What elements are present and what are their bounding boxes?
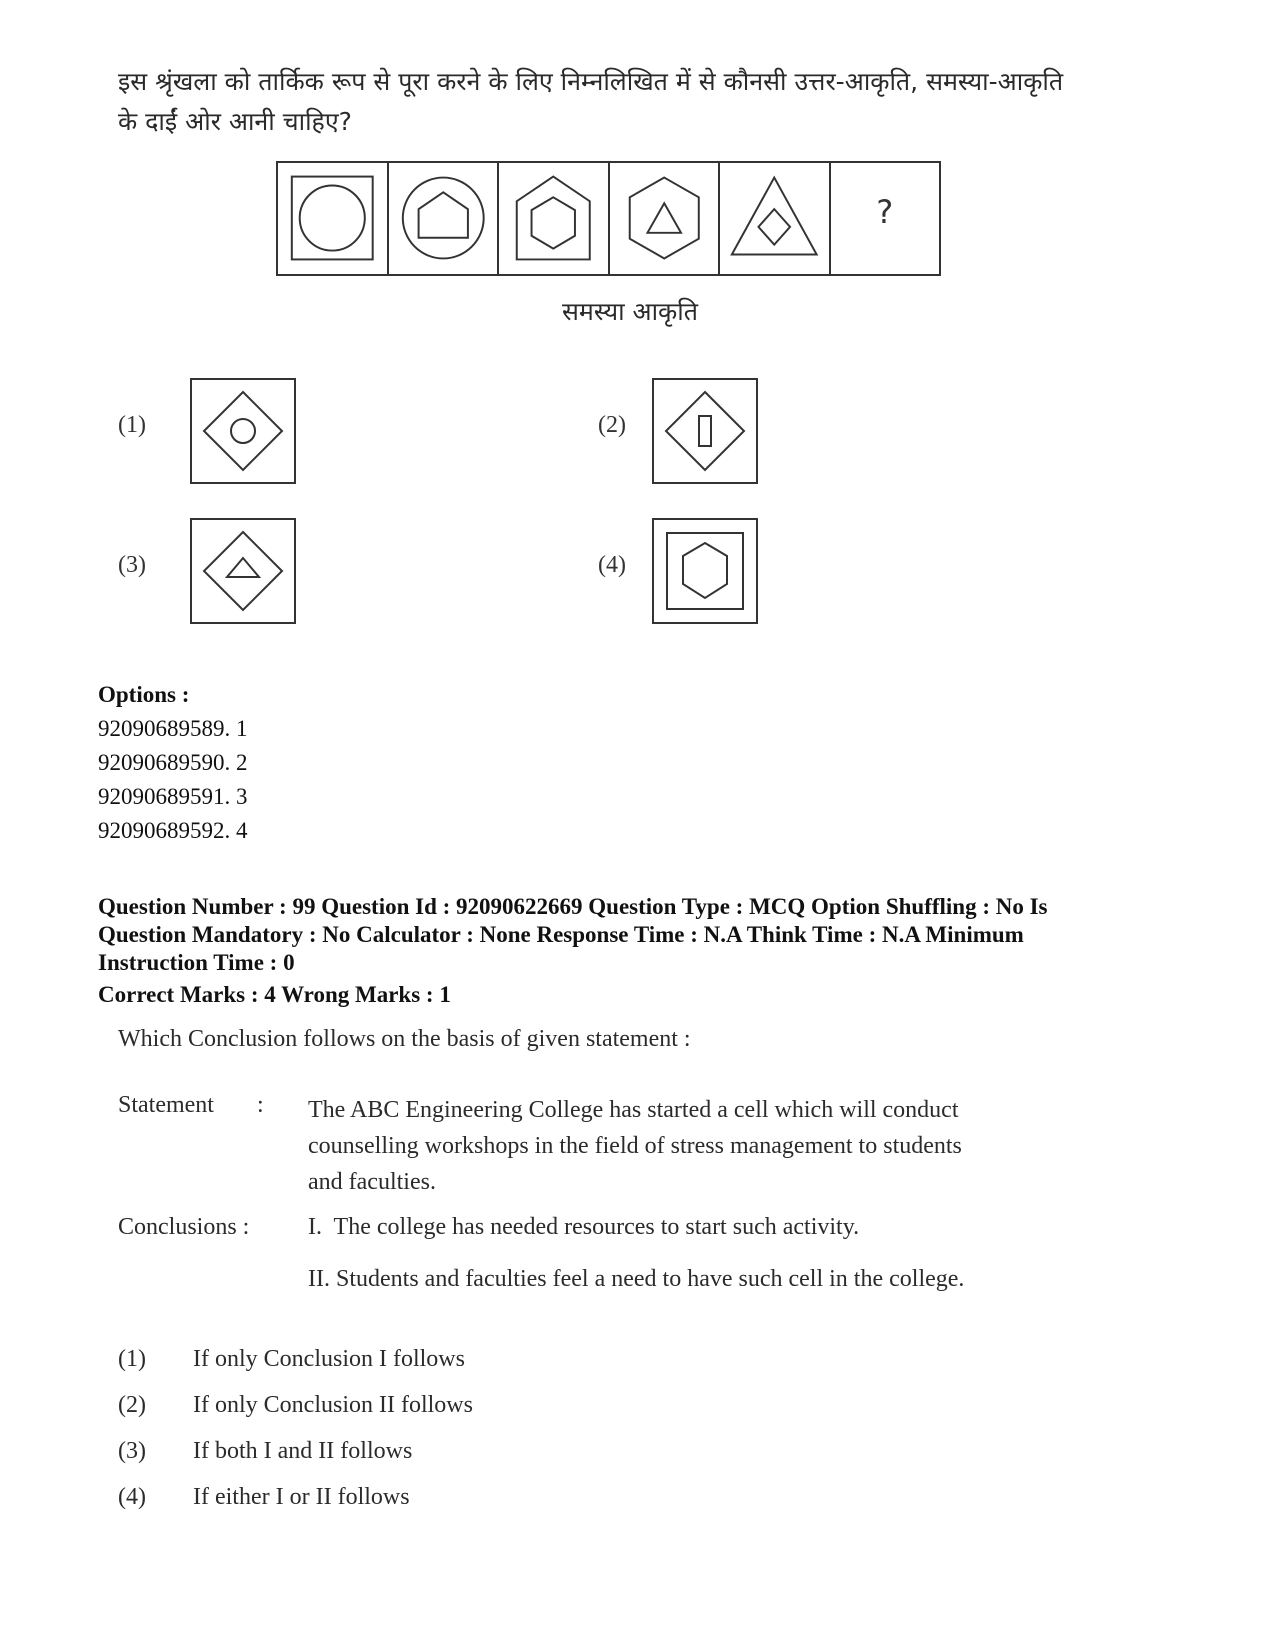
answer-figure-3	[190, 518, 296, 624]
answer-figure-4-label: (4)	[598, 552, 626, 578]
answer-choices	[118, 1346, 473, 1530]
question-text-hindi	[118, 62, 1138, 142]
choice-number: (2)	[118, 1392, 146, 1418]
choice-text: If either I or II follows	[193, 1484, 410, 1510]
choice-number: (1)	[118, 1346, 146, 1372]
question-line-2: के दाईं ओर आनी चाहिए?	[118, 107, 352, 136]
problem-figure-5	[720, 163, 831, 274]
statement-line: counselling workshops in the field of stress management to students	[308, 1133, 962, 1159]
statement-colon: :	[257, 1092, 264, 1118]
answer-figure-1	[190, 378, 296, 484]
conclusion-2: II. Students and faculties feel a need to have such cell in the college.	[308, 1266, 965, 1292]
statement-line: and faculties.	[308, 1169, 436, 1195]
answer-figure-1-label: (1)	[118, 412, 146, 438]
square-hexagon-figure	[654, 520, 756, 622]
answer-choice	[118, 1484, 473, 1530]
choice-text: If both I and II follows	[193, 1438, 413, 1464]
pentagon-hexagon-figure	[499, 163, 608, 274]
choice-number: (4)	[118, 1484, 146, 1510]
metadata-line-2: Question Mandatory : No Calculator : None Response Time : N.A Think Time : N.A Minimum	[98, 922, 1024, 947]
diamond-triangle-figure	[192, 520, 294, 622]
problem-figure-unknown	[831, 163, 940, 274]
metadata-line-1: Question Number : 99 Question Id : 92090622669 Question Type : MCQ Option Shuffling : No Is	[98, 894, 1048, 919]
diamond-rectangle-figure	[654, 380, 756, 482]
square-circle-figure	[278, 163, 387, 274]
answer-figure-2	[652, 378, 758, 484]
question-metadata	[98, 893, 1178, 977]
statement-line: The ABC Engineering College has started a cell which will conduct	[308, 1097, 959, 1123]
conclusions-label: Conclusions :	[118, 1214, 250, 1240]
option-item: 92090689589. 1	[98, 716, 248, 741]
option-item: 92090689590. 2	[98, 750, 248, 775]
triangle-diamond-figure	[720, 163, 829, 274]
answer-figure-3-label: (3)	[118, 552, 146, 578]
choice-text: If only Conclusion II follows	[193, 1392, 473, 1418]
circle-pentagon-figure	[389, 163, 498, 274]
problem-figure-4	[610, 163, 721, 274]
metadata-line-3: Instruction Time : 0	[98, 950, 295, 975]
answer-figure-2-label: (2)	[598, 412, 626, 438]
problem-figure-strip	[276, 161, 941, 276]
question-mark: ?	[876, 193, 894, 231]
statement-label: Statement	[118, 1092, 214, 1118]
answer-figure-4	[652, 518, 758, 624]
options-heading: Options :	[98, 682, 190, 707]
choice-text: If only Conclusion I follows	[193, 1346, 465, 1372]
problem-figure-3	[499, 163, 610, 274]
diamond-circle-figure	[192, 380, 294, 482]
answer-choice	[118, 1392, 473, 1438]
problem-figure-caption: समस्या आकृति	[562, 297, 698, 326]
statement-text	[308, 1092, 962, 1200]
problem-figure-1	[278, 163, 389, 274]
option-item: 92090689591. 3	[98, 784, 248, 809]
options-list	[98, 678, 248, 848]
question-prompt: Which Conclusion follows on the basis of given statement :	[118, 1026, 691, 1052]
answer-choice	[118, 1346, 473, 1392]
hexagon-triangle-figure	[610, 163, 719, 274]
question-line-1: इस श्रृंखला को तार्किक रूप से पूरा करने के लिए निम्नलिखित में से कौनसी उत्तर-आकृति, समस्या-आकृति	[118, 67, 1064, 96]
option-item: 92090689592. 4	[98, 818, 248, 843]
problem-figure-2	[389, 163, 500, 274]
conclusion-1: I. The college has needed resources to start such activity.	[308, 1214, 860, 1240]
answer-choice	[118, 1438, 473, 1484]
choice-number: (3)	[118, 1438, 146, 1464]
marks-line: Correct Marks : 4 Wrong Marks : 1	[98, 982, 451, 1007]
